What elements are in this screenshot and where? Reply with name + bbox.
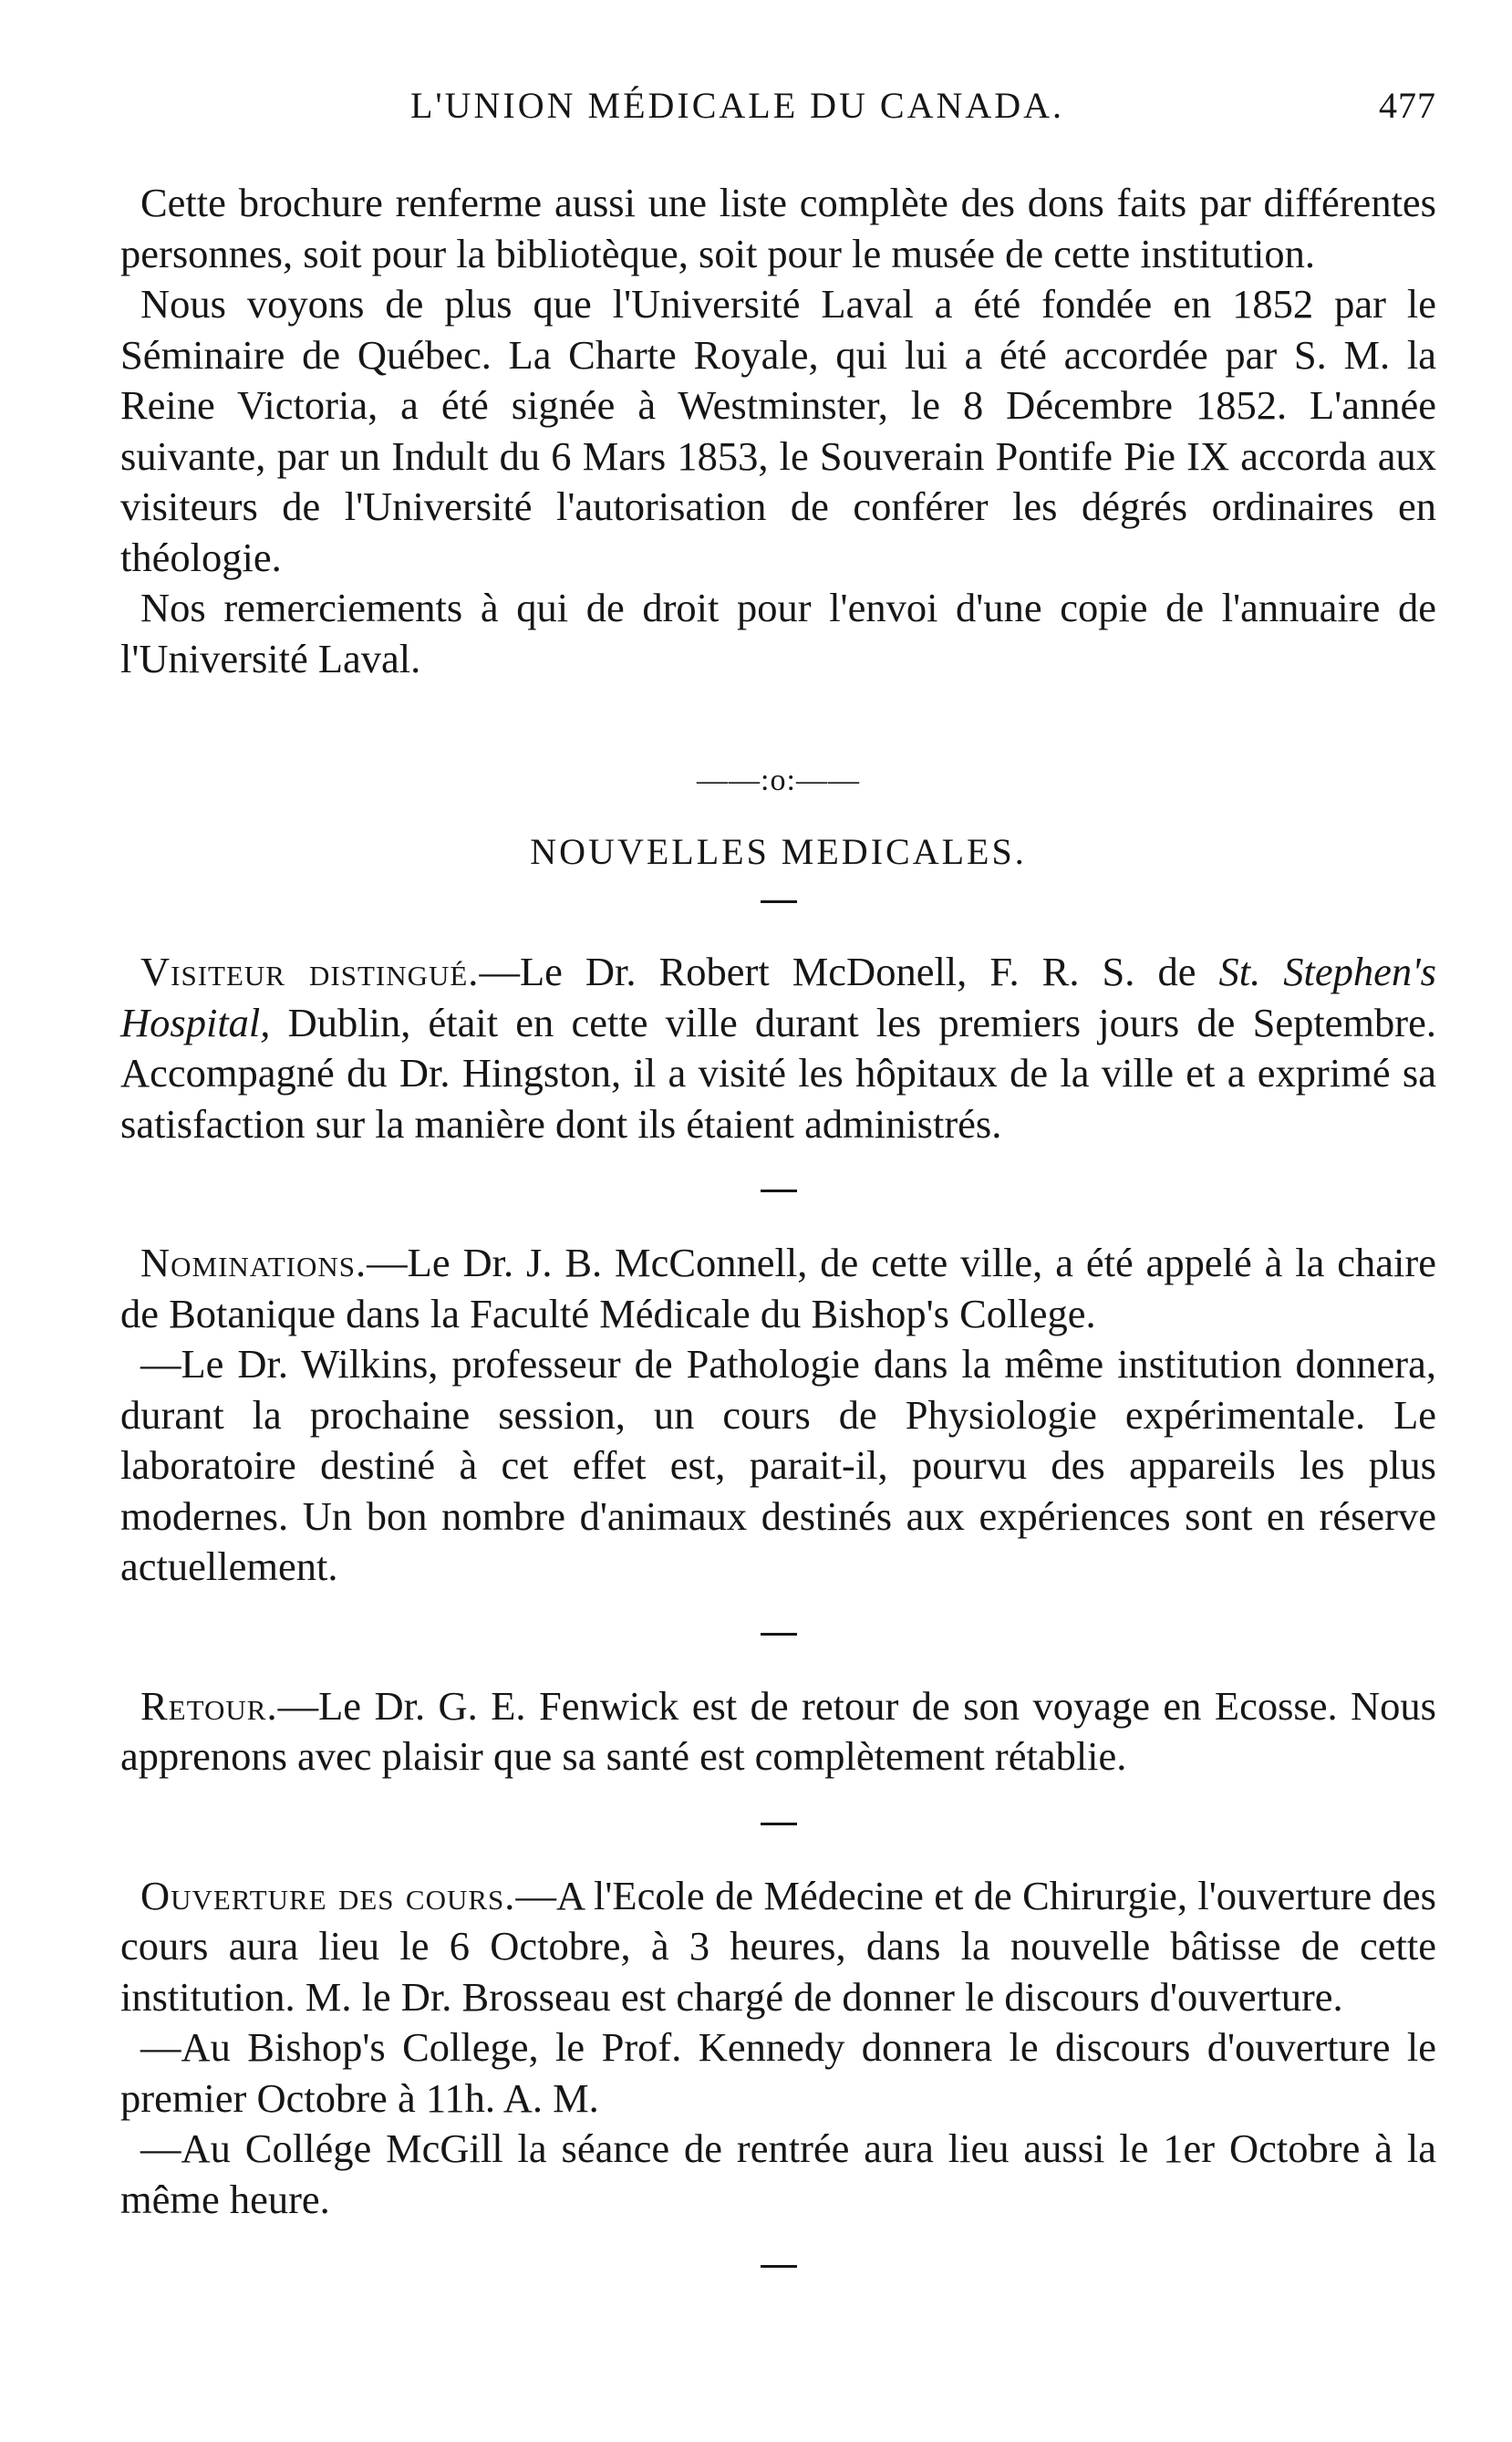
ornament-divider: ——:o:—— (697, 764, 860, 797)
rule-divider (761, 1633, 797, 1636)
item-visiteur-text-2: Dublin, était en cette ville durant les premiers jours de Septembre. Accompagné du Dr. Hingston, il a visité les hôpitaux de la ville et a exprimé sa satisfaction sur la manière dont ils étaient administrés. (120, 999, 1436, 1147)
item-ouverture-paragraph-2: —Au Bishop's College, le Prof. Kennedy donnera le discours d'ouverture le premier Octobre à 11h. A. M. (120, 2024, 1436, 2121)
item-ouverture (120, 1871, 1436, 2023)
body-text (120, 178, 1436, 2313)
rule-divider (761, 900, 797, 903)
journal-title: L'UNION MÉDICALE DU CANADA. (410, 85, 1065, 126)
item-nominations-text: —Le Dr. J. B. McConnell, de cette ville, a été appelé à la chaire de Botanique dans la Faculté Médicale du Bishop's College. (120, 1240, 1436, 1336)
item-retour-text: —Le Dr. G. E. Fenwick est de retour de son voyage en Ecosse. Nous apprenons avec plaisir que sa santé est complètement rétablie. (120, 1682, 1436, 1779)
intro-paragraph-3: Nos remerciements à qui de droit pour l'envoi d'une copie de l'annuaire de l'Université Laval. (120, 585, 1436, 681)
item-nominations-heading: Nominations. (140, 1240, 368, 1285)
rule-divider (761, 1190, 797, 1192)
rule-divider (761, 2265, 797, 2268)
item-visiteur (120, 947, 1436, 1149)
intro-paragraph-2: Nous voyons de plus que l'Université Laval a été fondée en 1852 par le Séminaire de Québec. La Charte Royale, qui lui a été accordée par S. M. la Reine Victoria, a été signée à Westminster, le 8 Décembre 1852. L'année suivante, par un Indult du 6 Mars 1853, le Souverain Pontife Pie IX accorda aux visiteurs de l'Université l'autorisation de conférer les dégrés ordinaires en théologie. (120, 281, 1436, 580)
item-ouverture-text: —A l'Ecole de Médecine et de Chirurgie, l'ouverture des cours aura lieu le 6 Octobre, à 3 heures, dans la nouvelle bâtisse de cette institution. M. le Dr. Brosseau est chargé de donner le discours d'ouverture. (120, 1872, 1436, 2020)
intro-paragraph-1: Cette brochure renferme aussi une liste complète des dons faits par différentes personnes, soit pour la bibliotèque, soit pour le musée de cette institution. (120, 180, 1436, 276)
item-visiteur-text-1: —Le Dr. Robert McDonell, F. R. S. de (479, 949, 1219, 994)
item-ouverture-heading: Ouverture des cours. (140, 1872, 516, 1918)
item-retour-heading: Retour. (140, 1682, 278, 1729)
item-retour (120, 1681, 1436, 1782)
item-visiteur-heading: Visiteur distingué. (140, 949, 480, 994)
section-title: NOUVELLES MEDICALES. (530, 830, 1027, 872)
item-nominations (120, 1238, 1436, 1339)
page-number: 477 (1379, 85, 1436, 126)
rule-divider (761, 1823, 797, 1825)
item-nominations-paragraph-2: —Le Dr. Wilkins, professeur de Pathologie dans la même institution donnera, durant la prochaine session, un cours de Physiologie expérimentale. Le laboratoire destiné à cet effet est, parait-il, pourvu des appareils les plus modernes. Un bon nombre d'animaux destinés aux expériences sont en réserve actuellement. (120, 1341, 1436, 1589)
item-ouverture-paragraph-3: —Au Collége McGill la séance de rentrée aura lieu aussi le 1er Octobre à la même heure. (120, 2125, 1436, 2222)
item-visiteur-hospital: St. Stephen's Hospital, (120, 949, 1436, 1045)
